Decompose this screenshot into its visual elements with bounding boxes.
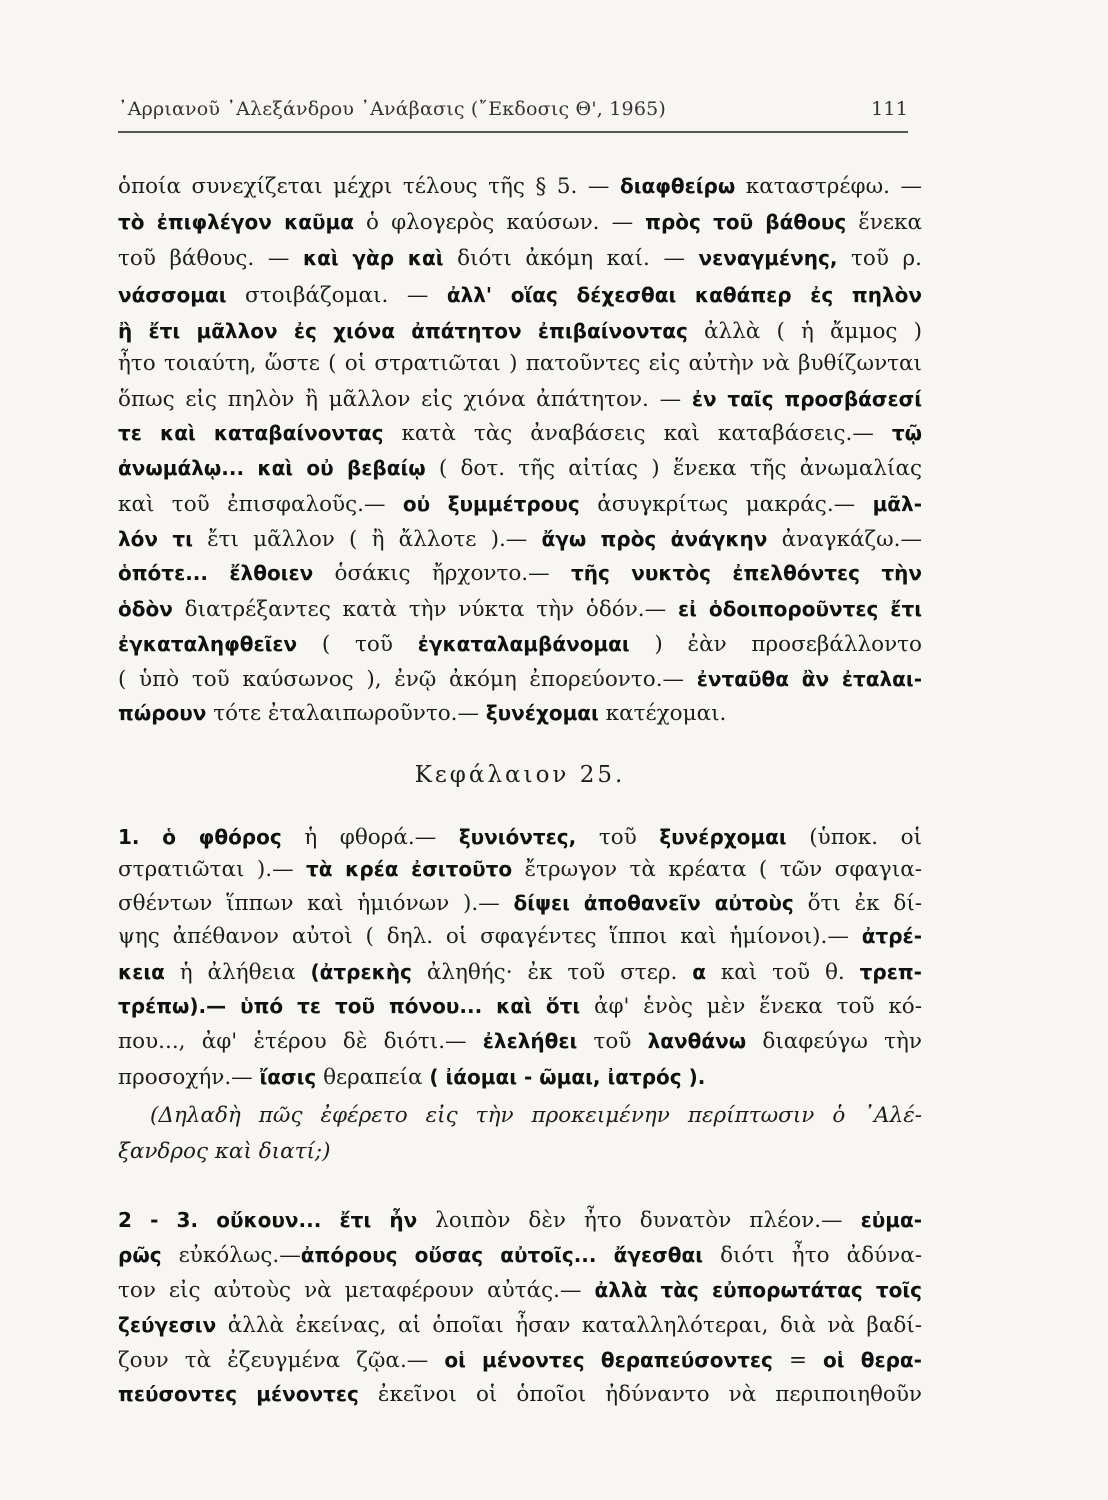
gloss-text: που..., ἀφ' ἑτέρου δὲ διότι.— (118, 1029, 483, 1054)
lemma-term: εἰ ὁδοιποροῦντες ἔτι (677, 597, 922, 621)
gloss-text: ἔτρωγον τὰ κρέατα ( τῶν σφαγια- (512, 857, 922, 882)
text-line (118, 1245, 922, 1267)
text-line (118, 599, 922, 621)
lemma-term: ἐλελήθει (482, 1029, 578, 1053)
gloss-text: τοῦ (577, 1029, 648, 1054)
running-header (118, 98, 908, 120)
lemma-term: ἀλλὰ τὰς εὐπορωτάτας τοῖς (594, 1278, 922, 1302)
gloss-text: ὁ φλογερὸς καύσων. — (353, 210, 646, 235)
gloss-text: (ὑποκ. οἱ (786, 825, 923, 850)
gloss-text: ἀναγκάζω.— (767, 527, 922, 552)
text-line (118, 669, 922, 691)
gloss-text: ἀσυγκρίτως μακράς.— (579, 492, 873, 517)
text-line (118, 321, 922, 343)
gloss-text: καταστρέφω. — (735, 174, 922, 199)
gloss-text: ἀφ' ἑνὸς μὲν ἕνεκα τοῦ κό- (580, 994, 922, 1019)
text-line (118, 996, 922, 1018)
lemma-term: τε καὶ καταβαίνοντας (118, 421, 384, 445)
lemma-term: ἀπόρους οὔσας αὐτοῖς... ἄγεσθαι (300, 1243, 704, 1267)
text-line (118, 1384, 922, 1406)
lemma-term: ἄγω πρὸς ἀνάγκην (541, 527, 768, 551)
text-line (118, 423, 922, 445)
lemma-term: οὐ ξυμμέτρους (402, 492, 580, 516)
gloss-text: διότι ἦτο ἀδύνα- (703, 1243, 922, 1268)
gloss-text: ζουν τὰ ἐζευγμένα ζῷα.— (118, 1348, 445, 1373)
text-line (118, 248, 922, 270)
lemma-term: ὁπότε... ἔλθοιεν (118, 561, 314, 585)
gloss-text: ἦτο τοιαύτη, ὥστε ( οἱ στρατιῶται ) πατοῦντες εἰς αὐτὴν νὰ βυθίζωνται (118, 351, 922, 376)
lemma-term: πεύσοντες μένοντες (118, 1382, 359, 1406)
gloss-text: τοῦ (576, 825, 660, 850)
lemma-term: καὶ γὰρ καὶ (302, 246, 444, 270)
gloss-text: διαφεύγω τὴν (746, 1029, 922, 1054)
gloss-text: στοιβάζομαι. — (226, 283, 447, 308)
gloss-text: ( δοτ. τῆς αἰτίας ) ἕνεκα τῆς ἀνωμαλίας (425, 456, 922, 481)
gloss-text: ἡ ἀλήθεια (164, 960, 311, 985)
gloss-text: ὅπως εἰς πηλὸν ἢ μᾶλλον εἰς χιόνα ἀπάτητον. — (118, 387, 692, 412)
lemma-term: α (692, 960, 706, 984)
gloss-text: ἀλλὰ ( ἡ ἄμμος ) (687, 319, 922, 344)
lemma-term: ἀλλ' οἵας δέχεσθαι καθάπερ ἐς πηλὸν (446, 283, 923, 307)
gloss-text: ἐκεῖνοι οἱ ὁποῖοι ἠδύναντο νὰ περιποιηθοῦν (358, 1382, 922, 1407)
text-line (118, 458, 922, 480)
lemma-term: τῷ (891, 421, 922, 445)
gloss-text: τον εἰς αὐτοὺς νὰ μεταφέρουν αὐτάς.— (118, 1278, 595, 1303)
lemma-term: ( ἰάομαι - ῶμαι, ἰατρός ). (429, 1065, 706, 1089)
gloss-text: ἕνεκα (846, 210, 922, 235)
gloss-text: καὶ τοῦ θ. (705, 960, 860, 985)
text-line (118, 703, 922, 725)
lemma-term: τρέπω).— ὑπό τε τοῦ πόνου... καὶ ὅτι (118, 994, 581, 1018)
lemma-term: τὸ ἐπιφλέγον καῦμα (118, 210, 354, 234)
lemma-term: λόν τι (118, 527, 193, 551)
lemma-term: ἐγκαταληφθεῖεν (118, 632, 298, 656)
gloss-text: κατέχομαι. (598, 701, 727, 726)
header-title: ᾿Αρριανοῦ ᾿Αλεξάνδρου ᾿Ανάβασις (῎Εκδοσις Θ', 1965) (118, 98, 667, 120)
gloss-text: σθέντων ἵππων καὶ ἡμιόνων ).— (118, 891, 514, 916)
gloss-text: προσοχήν.— (118, 1065, 260, 1090)
gloss-text: εὐκόλως.— (161, 1243, 301, 1268)
gloss-text: ψης ἀπέθανον αὐτοὶ ( δηλ. οἱ σφαγέντες ἵπποι καὶ ἡμίονοι).— (118, 924, 862, 949)
text-line (118, 389, 922, 411)
gloss-text: ἀλλὰ ἐκείνας, αἱ ὁποῖαι ἦσαν καταλληλότεραι, διὰ νὰ βαδί- (216, 1313, 922, 1338)
gloss-text: στρατιῶται ).— (118, 857, 307, 882)
lemma-term: οἱ μένοντες θεραπεύσοντες (444, 1348, 773, 1372)
gloss-text: καὶ τοῦ ἐπισφαλοῦς.— (118, 492, 403, 517)
gloss-text: ἔτι μᾶλλον ( ἢ ἄλλοτε ).— (192, 527, 542, 552)
text-line (118, 563, 922, 585)
gloss-text: τότε ἐταλαιπωροῦντο.— (206, 701, 486, 726)
text-line (118, 962, 922, 984)
lemma-term: τρεπ- (859, 960, 922, 984)
gloss-text: διατρέξαντες κατὰ τὴν νύκτα τὴν ὁδόν.— (172, 597, 678, 622)
text-line (118, 1141, 922, 1163)
lemma-term: ἀτρέ- (861, 924, 922, 948)
lemma-term: 2 - 3. οὔκουν... ἔτι ἦν (118, 1208, 418, 1232)
italic-note: ξανδρος καὶ διατί;) (118, 1139, 331, 1164)
chapter-heading: Κεφάλαιον 25. (414, 762, 626, 788)
lemma-term: ἐνταῦθα ἂν ἐταλαι- (696, 667, 922, 691)
text-line (118, 176, 922, 198)
lemma-term: ξυνέχομαι (485, 701, 599, 725)
gloss-text: ὅτι ἐκ δί- (793, 891, 923, 916)
lemma-term: νεναγμένης, (698, 246, 838, 270)
lemma-term: εὐμα- (860, 1208, 922, 1232)
text-line (118, 634, 922, 656)
gloss-text: = (772, 1348, 824, 1373)
lemma-term: ὁδὸν (118, 597, 173, 621)
lemma-term: ξυνιόντες, (458, 825, 577, 849)
text-line (118, 827, 922, 849)
gloss-text: τοῦ ρ. (837, 246, 922, 271)
text-line (118, 1067, 922, 1089)
lemma-term: ρῶς (118, 1243, 162, 1267)
text-line (118, 285, 922, 307)
text-line (118, 1315, 922, 1337)
page-number: 111 (871, 98, 908, 120)
lemma-term: δίψει ἀποθανεῖν αὐτοὺς (513, 891, 794, 915)
gloss-text: ἀληθής· ἐκ τοῦ στερ. (411, 960, 693, 985)
text-line (118, 1280, 922, 1302)
text-line (118, 212, 922, 234)
lemma-term: νάσσομαι (118, 283, 227, 307)
gloss-text: ἡ φθορά.— (281, 825, 459, 850)
lemma-term: οἱ θερα- (823, 1348, 922, 1372)
lemma-term: ἢ ἔτι μᾶλλον ἐς χιόνα ἀπάτητον ἐπιβαίνοντας (118, 319, 688, 343)
lemma-term: ζεύγεσιν (118, 1313, 217, 1337)
text-line (118, 859, 922, 881)
lemma-term: πρὸς τοῦ βάθους (645, 210, 847, 234)
gloss-text: θεραπεία (316, 1065, 430, 1090)
gloss-text: ( τοῦ (297, 632, 418, 657)
text-line (150, 1105, 922, 1127)
header-rule (118, 131, 908, 133)
lemma-term: τὰ κρέα ἐσιτοῦτο (306, 857, 513, 881)
lemma-term: τῆς νυκτὸς ἐπελθόντες τὴν (570, 561, 922, 585)
text-line (118, 494, 922, 516)
gloss-text: ( ὑπὸ τοῦ καύσωνος ), ἐνῷ ἀκόμη ἐπορεύοντο.— (118, 667, 697, 692)
lemma-term: ἐγκαταλαμβάνομαι (417, 632, 630, 656)
text-line (118, 353, 922, 375)
italic-note: (Δηλαδὴ πῶς ἐφέρετο εἰς τὴν προκειμένην περίπτωσιν ὁ ᾿Αλέ- (150, 1103, 922, 1128)
gloss-text: ὁποία συνεχίζεται μέχρι τέλους τῆς § 5. — (118, 174, 620, 199)
text-line (118, 1031, 922, 1053)
text-line (118, 529, 922, 551)
text-line (118, 926, 922, 948)
text-line (118, 1350, 922, 1372)
gloss-text: τοῦ βάθους. — (118, 246, 303, 271)
gloss-text: κατὰ τὰς ἀναβάσεις καὶ καταβάσεις.— (383, 421, 892, 446)
text-line (118, 893, 922, 915)
gloss-text: ὁσάκις ἤρχοντο.— (313, 561, 571, 586)
lemma-term: διαφθείρω (619, 174, 736, 198)
text-line (118, 1210, 922, 1232)
lemma-term: μᾶλ- (872, 492, 922, 516)
lemma-term: πώρουν (118, 701, 207, 725)
lemma-term: ξυνέρχομαι (659, 825, 787, 849)
gloss-text: λοιπὸν δὲν ἦτο δυνατὸν πλέον.— (417, 1208, 861, 1233)
gloss-text: ) ἐὰν προσεβάλλοντο (629, 632, 922, 657)
lemma-term: ἀνωμάλῳ... καὶ οὐ βεβαίῳ (118, 456, 426, 480)
gloss-text: διότι ἀκόμη καί. — (443, 246, 699, 271)
lemma-term: ἐν ταῖς προσβάσεσί (691, 387, 923, 411)
lemma-term: κεια (118, 960, 165, 984)
lemma-term: λανθάνω (647, 1029, 747, 1053)
lemma-term: 1. ὁ φθόρος (118, 825, 282, 849)
lemma-term: ἴασις (259, 1065, 317, 1089)
lemma-term: (ἀτρεκὴς (310, 960, 412, 984)
